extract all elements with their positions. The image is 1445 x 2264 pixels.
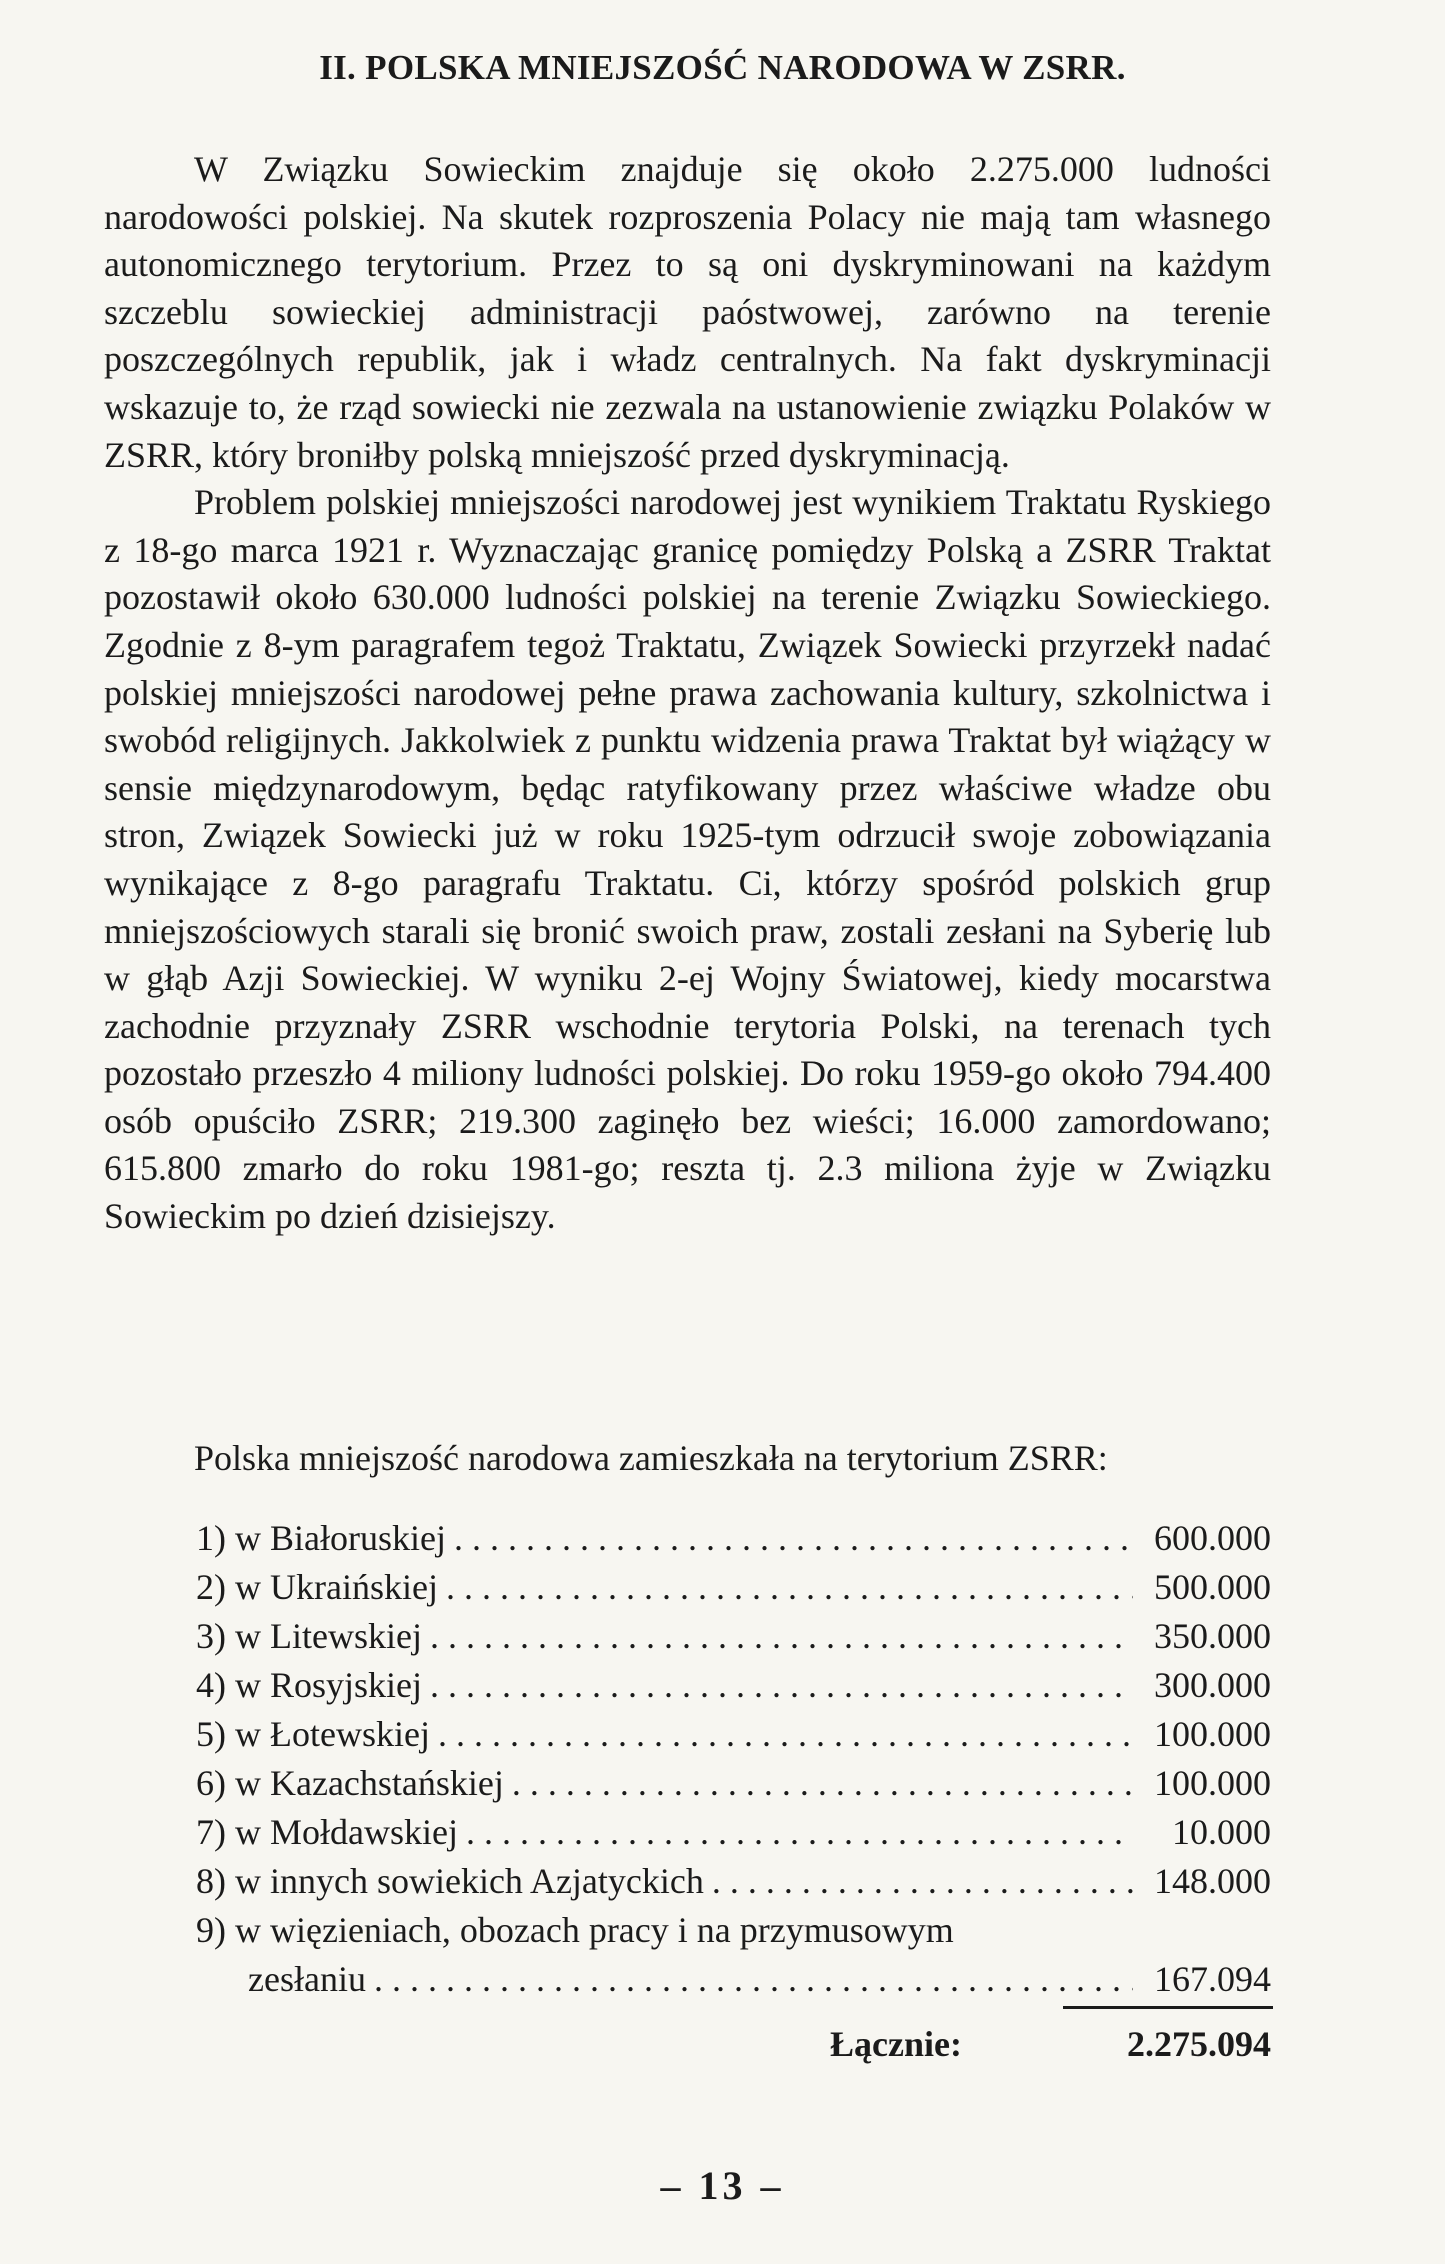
dot-leader bbox=[446, 1566, 1133, 1608]
row-value: 500.000 bbox=[1154, 1567, 1271, 1607]
table-row bbox=[196, 1909, 1271, 1958]
row-value: 300.000 bbox=[1154, 1665, 1271, 1705]
row-label: 2) w Ukraińskiej bbox=[196, 1567, 438, 1607]
row-value: 10.000 bbox=[1172, 1812, 1271, 1852]
row-value: 100.000 bbox=[1154, 1714, 1271, 1754]
row-label: 9) w więzieniach, obozach pracy i na przymusowym bbox=[196, 1910, 954, 1950]
dot-leader bbox=[466, 1811, 1133, 1853]
row-label: 7) w Mołdawskiej bbox=[196, 1812, 458, 1852]
page-number: – 13 – bbox=[660, 2163, 785, 2208]
total-label: Łącznie: bbox=[830, 2024, 962, 2064]
row-label: 3) w Litewskiej bbox=[196, 1616, 422, 1656]
table-row bbox=[196, 1762, 1271, 1811]
row-label: 1) w Białoruskiej bbox=[196, 1518, 446, 1558]
row-value: 167.094 bbox=[1154, 1959, 1271, 1999]
total-divider bbox=[1063, 2006, 1273, 2009]
row-value: 148.000 bbox=[1154, 1861, 1271, 1901]
table-row bbox=[196, 1566, 1271, 1615]
paragraph-1: W Związku Sowieckim znajduje się około 2.275.000 ludności narodowości polskiej. Na skutek rozproszenia Polacy nie mają tam własnego autonomicznego terytorium. Przez to są oni dyskryminowani na każdym szczeblu sowieckiej administracji paóstwowej, zarówno na terenie poszczególnych republik, jak i władz centralnych. Na fakt dyskryminacji wskazuje to, że rząd sowiecki nie zezwala na ustanowienie związku Polaków w ZSRR, który broniłby polską mniejszość przed dyskryminacją. bbox=[104, 149, 1271, 475]
dot-leader bbox=[430, 1664, 1133, 1706]
dot-leader bbox=[438, 1713, 1133, 1755]
row-value: 600.000 bbox=[1154, 1518, 1271, 1558]
row-label: 8) w innych sowiekich Azjatyckich bbox=[196, 1861, 704, 1901]
table-row bbox=[196, 1517, 1271, 1566]
table-row bbox=[196, 1615, 1271, 1664]
row-label: 4) w Rosyjskiej bbox=[196, 1665, 423, 1705]
table-row bbox=[196, 1811, 1271, 1860]
body-text bbox=[104, 146, 1271, 1241]
population-table bbox=[196, 1517, 1271, 2007]
dot-leader bbox=[454, 1517, 1133, 1559]
table-row bbox=[196, 1713, 1271, 1762]
row-label: 5) w Łotewskiej bbox=[196, 1714, 430, 1754]
row-value: 100.000 bbox=[1154, 1763, 1271, 1803]
row-value: 350.000 bbox=[1154, 1616, 1271, 1656]
dot-leader bbox=[512, 1762, 1133, 1804]
paragraph-2: Problem polskiej mniejszości narodowej jest wynikiem Traktatu Ryskiego z 18-go marca 1921 r. Wyznaczając granicę pomiędzy Polską a ZSRR Traktat pozostawił około 630.000 ludności polskiej na terenie Związku Sowieckiego. Zgodnie z 8-ym paragrafem tegoż Traktatu, Związek Sowiecki przyrzekł nadać polskiej mniejszości narodowej pełne prawa zachowania kultury, szkolnictwa i swobód religijnych. Jakkolwiek z punktu widzenia prawa Traktat był wiążący w sensie międzynarodowym, będąc ratyfikowany przez właściwe władze obu stron, Związek Sowiecki już w roku 1925-tym odrzucił swoje zobowiązania wynikające z 8-go paragrafu Traktatu. Ci, którzy spośród polskich grup mniejszościowych starali się bronić swoich praw, zostali zesłani na Syberię lub w głąb Azji Sowieckiej. W wyniku 2-ej Wojny Światowej, kiedy mocarstwa zachodnie przyznały ZSRR wschodnie terytoria Polski, na terenach tych pozostało przeszło 4 miliony ludności polskiej. Do roku 1959-go około 794.400 osób opuściło ZSRR; 219.300 zaginęło bez wieści; 16.000 zamordowano; 615.800 zmarło do roku 1981-go; reszta tj. 2.3 miliona żyje w Związku Sowieckim po dzień dzisiejszy. bbox=[104, 482, 1271, 1237]
dot-leader bbox=[712, 1860, 1133, 1902]
page-title: II. POLSKA MNIEJSZOŚĆ NARODOWA W ZSRR. bbox=[319, 48, 1126, 87]
dot-leader bbox=[374, 1958, 1133, 2000]
total-value: 2.275.094 bbox=[1127, 2024, 1271, 2064]
row-label: 6) w Kazachstańskiej bbox=[196, 1763, 504, 1803]
total-row bbox=[830, 2023, 1271, 2065]
table-row bbox=[196, 1958, 1271, 2007]
table-row bbox=[196, 1664, 1271, 1713]
table-row bbox=[196, 1860, 1271, 1909]
row-label: zesłaniu bbox=[248, 1959, 366, 1999]
dot-leader bbox=[430, 1615, 1133, 1657]
table-intro: Polska mniejszość narodowa zamieszkała na terytorium ZSRR: bbox=[194, 1438, 1108, 1478]
